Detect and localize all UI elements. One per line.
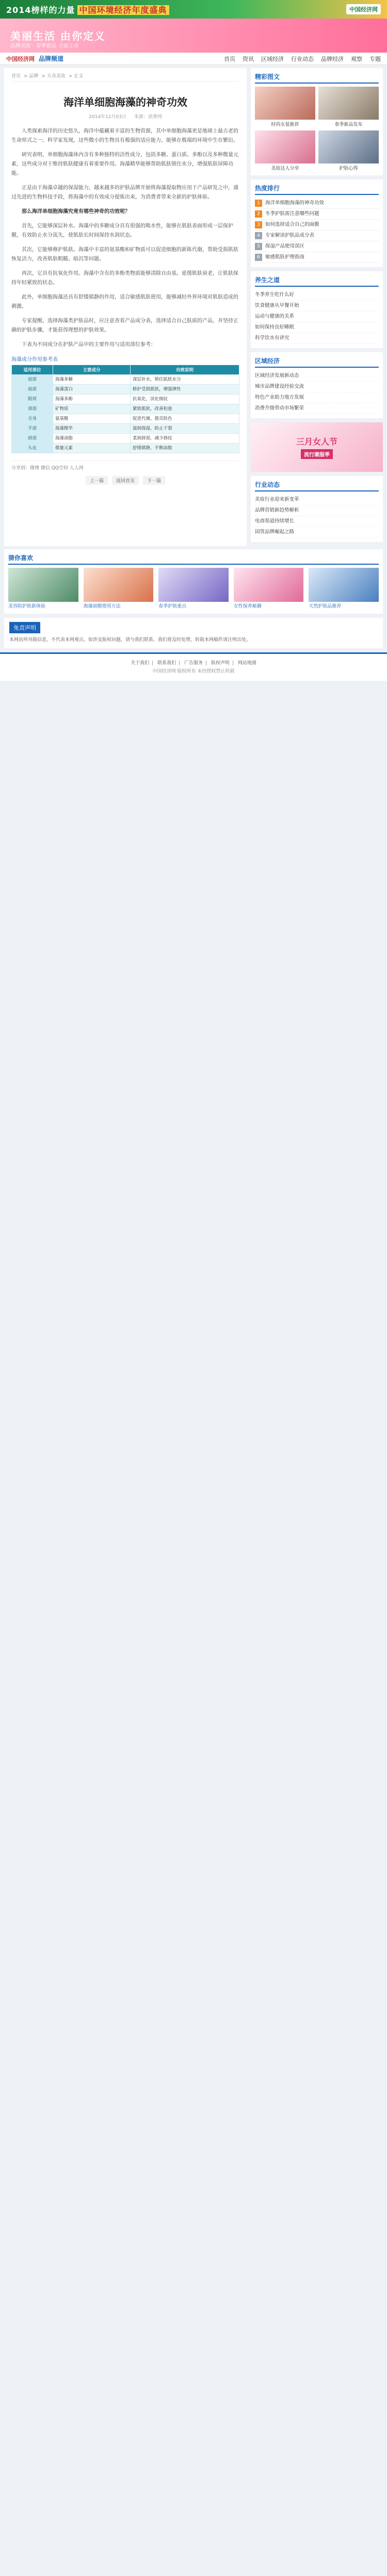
hot-box: [251, 179, 383, 267]
rank-badge: 4: [255, 232, 262, 239]
table-cell: 柔润唇部，减少唇纹: [131, 434, 239, 444]
photo-caption: 时尚女装推荐: [271, 122, 299, 127]
table-cell: 抗氧化，淡化细纹: [131, 395, 239, 404]
hot-item[interactable]: 4 专家解读护肤品成分表: [255, 231, 379, 241]
table-row: [12, 395, 239, 404]
table-cell: 颈部: [12, 404, 53, 414]
article-meta: [11, 113, 239, 120]
side-ad-title: 三月女人节: [296, 437, 337, 447]
region-item[interactable]: 区域经济发展新动态: [255, 371, 379, 382]
nav-item[interactable]: 行业动态: [291, 55, 314, 62]
region-item[interactable]: 消费升级带动市场繁荣: [255, 403, 379, 414]
photo-caption: 春季新品发布: [334, 122, 363, 127]
ad-sub: 品牌美妆 · 春季新品 全面上市: [10, 43, 79, 49]
nav-item[interactable]: 观察: [351, 55, 362, 62]
table-cell: 深层补水，锁住肌肤水分: [131, 375, 239, 385]
table-cell: 面部: [12, 375, 53, 385]
article-title: 海洋单细胞海藻的神奇功效: [63, 96, 187, 108]
health-item[interactable]: 科学饮水有讲究: [255, 333, 379, 344]
breadcrumb-item[interactable]: 大众美妆: [46, 74, 66, 79]
nav-item[interactable]: 首页: [224, 55, 235, 62]
breadcrumb-item[interactable]: 首页: [11, 74, 21, 79]
footer-link[interactable]: 网站地图: [237, 661, 256, 666]
article-paragraph: 其次，它能够修护肌肤。海藻中丰富的氨基酸和矿物质可以促进细胞的新陈代谢，帮助受损肌肤恢复活力，改善肌肤粗糙、暗沉等问题。: [11, 247, 238, 262]
table-body: [12, 375, 239, 453]
table-cell: 头皮: [12, 444, 53, 453]
related-head: 猜你喜欢: [8, 553, 379, 565]
breadcrumb-item: 正文: [74, 74, 84, 79]
table-row: [12, 414, 239, 424]
table-cell: 微量元素: [53, 444, 131, 453]
related-item[interactable]: [158, 568, 229, 610]
related-caption: 女性保养秘籍: [233, 604, 262, 609]
hot-item[interactable]: 5 保湿产品使用误区: [255, 241, 379, 252]
photo-thumb: [255, 87, 315, 120]
article-paragraph: 研究表明，单细胞海藻体内含有多种独特的活性成分，包括多糖、蛋白质、多酚以及多种微量元素，这些成分对于维持肌肤健康有着重要作用。海藻精华能够帮助肌肤锁住水分，增强肌肤屏障功能。: [11, 152, 238, 176]
article-paragraph: 下表为不同成分在护肤产品中的主要作用与适用部位参考：: [22, 342, 156, 348]
industry-item[interactable]: 国货品牌崛起之路: [255, 527, 379, 538]
table-cell: 海藻蛋白: [53, 385, 131, 395]
rank-badge: 2: [255, 210, 262, 218]
photo-thumb: [318, 130, 379, 163]
photo-card[interactable]: [255, 130, 315, 171]
photo-card[interactable]: [255, 87, 315, 127]
table-cell: 氨基酸: [53, 414, 131, 424]
article-source: 来源：消费网: [134, 114, 162, 120]
footer-link[interactable]: 关于我们: [131, 661, 150, 666]
side-ad-sub: 流行潮服季: [301, 449, 333, 459]
table-cell: 促进代谢，提亮肤色: [131, 414, 239, 424]
table-row: [12, 385, 239, 395]
photo-head: 精彩图文: [255, 72, 379, 84]
photo-card[interactable]: [318, 130, 379, 171]
table-cell: 全身: [12, 414, 53, 424]
article-question: 那么海洋单细胞海藻究竟有哪些神奇的功效呢？: [22, 209, 130, 215]
photo-card[interactable]: [318, 87, 379, 127]
site-topbar: [0, 53, 387, 65]
photo-caption: 护肤心得: [339, 166, 358, 171]
table-cell: 唇部: [12, 434, 53, 444]
region-head: 区域经济: [255, 356, 379, 368]
region-box: [251, 352, 383, 418]
article-pager: [11, 476, 239, 485]
share-bar[interactable]: 分享到：微博 微信 QQ空间 人人网: [11, 461, 239, 471]
table-row: [12, 404, 239, 414]
side-ad[interactable]: [251, 422, 383, 472]
article-paragraph: 专家提醒，选择海藻类护肤品时，应注意查看产品成分表，选择适合自己肤质的产品，并坚持正确的护肤步骤，才能获得理想的护肤效果。: [11, 318, 238, 333]
hot-item[interactable]: 2 冬季护肤需注意哪些问题: [255, 209, 379, 220]
related-item[interactable]: [234, 568, 304, 610]
breadcrumb-item[interactable]: 品牌: [29, 74, 39, 79]
related-thumb: [84, 568, 154, 602]
nav-item[interactable]: 品牌经济: [321, 55, 344, 62]
rank-badge: 3: [255, 221, 262, 228]
hot-item[interactable]: 1 海洋单细胞海藻的神奇功效: [255, 198, 379, 209]
sidebar: [251, 68, 383, 546]
table-header: 功效说明: [131, 365, 239, 375]
banner-title: 2014榜样的力量 中国环境经济年度盛典: [6, 4, 169, 15]
table-row: [12, 375, 239, 385]
rank-badge: 6: [255, 254, 262, 261]
ad-strip[interactable]: [0, 19, 387, 53]
table-header: 适用部位: [12, 365, 53, 375]
table-cell: 矿物质: [53, 404, 131, 414]
article-paragraph: 再次，它具有抗氧化作用。海藻中含有的多酚类物质能够清除自由基，延缓肌肤衰老，让肌肤保持年轻紧致的状态。: [11, 271, 238, 286]
article-paragraph: 正是由于海藻卓越的保湿能力，越来越多的护肤品牌开始将海藻提取物应用于产品研发之中，通过先进的生物科技手段，将海藻中的有效成分提炼出来，为消费者带来全新的护肤体验。: [11, 185, 238, 200]
health-item[interactable]: 饮食健康从早餐开始: [255, 301, 379, 311]
rank-badge: 5: [255, 243, 262, 250]
banner-logo: 中国经济网: [346, 4, 381, 14]
industry-item[interactable]: 品牌营销新趋势解析: [255, 505, 379, 516]
disclaimer-text: 本网站所刊载信息，不代表本网观点。如涉及版权问题，请与我们联系，我们将及时处理。转载本网稿件请注明出处。: [9, 637, 251, 643]
photo-thumb: [255, 130, 315, 163]
region-item[interactable]: 城市品牌建设经验交流: [255, 382, 379, 392]
table-row: [12, 434, 239, 444]
region-item[interactable]: 特色产业助力地方发展: [255, 392, 379, 403]
nav-item[interactable]: 专题: [369, 55, 381, 62]
rank-badge: 1: [255, 200, 262, 207]
health-item[interactable]: 如何保持良好睡眠: [255, 322, 379, 333]
table-cell: 海藻多酚: [53, 395, 131, 404]
footer-link[interactable]: 广告服务: [184, 661, 203, 666]
ingredient-table: [11, 365, 239, 453]
table-cell: 舒缓镇静，平衡油脂: [131, 444, 239, 453]
main-nav: [224, 55, 381, 63]
hot-head: 热度排行: [255, 184, 379, 195]
table-header: 主要成分: [53, 365, 131, 375]
health-box: [251, 271, 383, 348]
nav-item[interactable]: 资讯: [243, 55, 254, 62]
table-cell: 紧致肌肤，改善松弛: [131, 404, 239, 414]
table-cell: 海藻精华: [53, 424, 131, 434]
table-cell: 滋润保湿，防止干裂: [131, 424, 239, 434]
hot-item[interactable]: 6 敏感肌肤护理指南: [255, 252, 379, 263]
related-caption: 春季护肤重点: [158, 604, 187, 609]
health-head: 养生之道: [255, 275, 379, 287]
top-banner[interactable]: [0, 0, 387, 19]
related-item[interactable]: [84, 568, 154, 610]
disclaimer-head: 免责声明: [9, 622, 40, 633]
photo-caption: 美妆达人分享: [271, 166, 299, 171]
related-thumb: [8, 568, 78, 602]
hot-item[interactable]: 3 如何选择适合自己的面膜: [255, 220, 379, 231]
section-name[interactable]: 品牌频道: [39, 55, 64, 62]
table-title: 海藻成分作用参考表: [11, 357, 58, 363]
article-main: [4, 68, 247, 546]
article-paragraph: 首先，它能够深层补水。海藻中的多糖成分具有很强的吸水性，能够在肌肤表面形成一层保护膜，有效防止水分流失，使肌肤长时间保持水润状态。: [11, 223, 233, 238]
table-cell: 眼周: [12, 395, 53, 404]
article-paragraph: 人类探索海洋的历史悠久，海洋中蕴藏着丰富的生物资源，其中单细胞海藻更是地球上最古老的生命形式之一。科学家发现，这些微小的生物具有极强的适应能力，能够在极端的环境中生存繁衍。: [11, 128, 238, 143]
next-article-link[interactable]: 下一篇: [143, 476, 165, 485]
related-caption: 海藻面膜使用方法: [83, 604, 121, 609]
footer: [0, 652, 387, 681]
footer-link[interactable]: 版权声明: [211, 661, 230, 666]
industry-box: [251, 476, 383, 542]
related-thumb: [234, 568, 304, 602]
photo-thumb: [318, 87, 379, 120]
breadcrumb: 首页 > 品牌 > 大众美妆 > 正文: [11, 72, 239, 81]
hot-list: [255, 198, 379, 263]
disclaimer: [4, 618, 383, 648]
site-logo[interactable]: 中国经济网: [6, 55, 35, 62]
health-item[interactable]: 冬季养生吃什么好: [255, 290, 379, 301]
related-thumb: [309, 568, 379, 602]
article-date: 2014年12月03日: [89, 114, 126, 120]
table-cell: 海藻油脂: [53, 434, 131, 444]
home-link[interactable]: 返回首页: [112, 476, 139, 485]
prev-article-link[interactable]: 上一篇: [86, 476, 108, 485]
related-section: [4, 549, 383, 614]
industry-item[interactable]: 美妆行业迎来新变革: [255, 495, 379, 505]
copyright: 中国经济网 版权所有 未经授权禁止转载: [152, 669, 235, 674]
related-item[interactable]: [309, 568, 379, 610]
table-row: [12, 444, 239, 453]
ad-headline: 美丽生活 由你定义: [10, 30, 106, 42]
article-paragraph: 此外，单细胞海藻还具有舒缓镇静的作用，适合敏感肌肤使用，能够减轻外界环境对肌肤造成的刺激。: [11, 294, 238, 309]
table-cell: 修护受损肌肤，增强弹性: [131, 385, 239, 395]
nav-item[interactable]: 区域经济: [261, 55, 284, 62]
photo-box: [251, 68, 383, 175]
health-item[interactable]: 运动与健康的关系: [255, 311, 379, 322]
table-cell: 面部: [12, 385, 53, 395]
industry-item[interactable]: 电商渠道持续增长: [255, 516, 379, 527]
table-row: [12, 424, 239, 434]
related-item[interactable]: [8, 568, 78, 610]
industry-head: 行业动态: [255, 480, 379, 491]
related-caption: 美容院护肤新体验: [8, 604, 46, 609]
related-caption: 天然护肤品推荐: [309, 604, 342, 609]
table-cell: 手部: [12, 424, 53, 434]
footer-links: 关于我们 | 联系我们 | 广告服务 | 版权声明 | 网站地图: [131, 661, 256, 666]
table-cell: 海藻多糖: [53, 375, 131, 385]
footer-link[interactable]: 联系我们: [157, 661, 176, 666]
related-thumb: [158, 568, 229, 602]
